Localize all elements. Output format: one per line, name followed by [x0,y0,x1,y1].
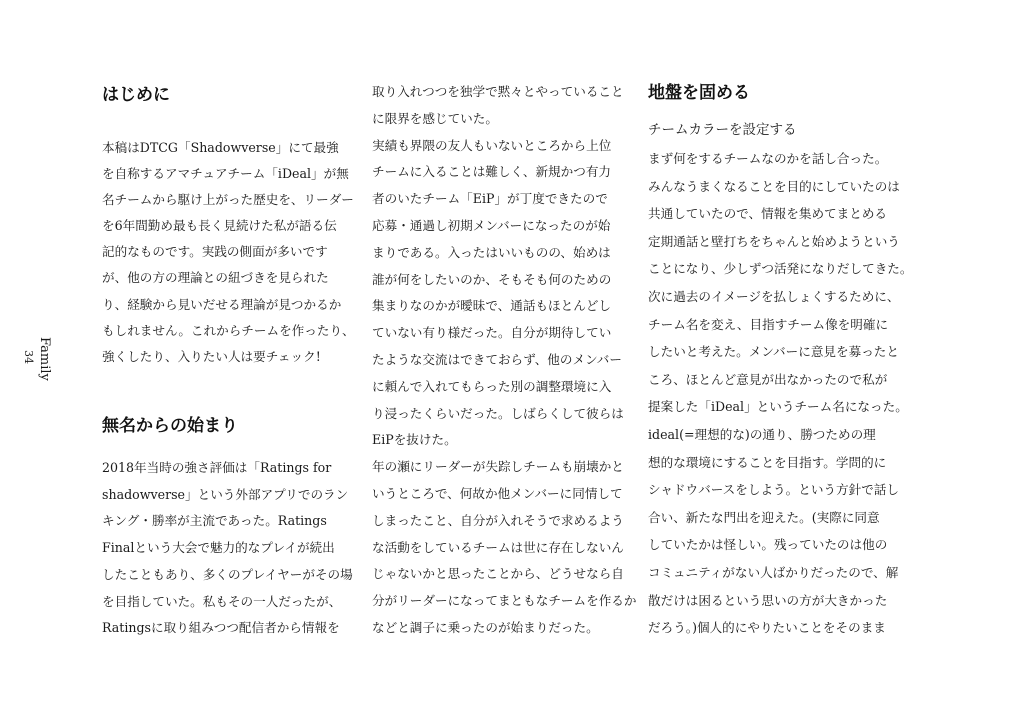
text-line: を目指していた。私もその一人だったが、 [102,593,342,609]
text-line: だろう。)個人的にやりたいことをそのまま [648,620,886,636]
section-heading-foundation: 地盤を固める [648,83,750,103]
running-title: Family [37,337,52,381]
text-line: 記的なものです。実践の側面が多いです [102,244,328,260]
text-line: チームに入ることは難しく、新規かつ有力 [372,164,612,180]
origin-paragraph-1 [102,455,353,642]
section-heading-origin: 無名からの始まり [102,416,238,436]
text-line: まりである。入ったはいいものの、始めは [372,244,611,260]
text-line: shadowverse」という外部アプリでのラン [102,486,349,502]
text-line: していたかは怪しい。残っていたのは他の [648,537,888,553]
text-line: じゃないかと思ったことから、どうせなら自 [372,566,624,582]
text-line: ことになり、少しずつ活発になりだしてきた。 [648,261,913,277]
text-line: キング・勝率が主流であった。Ratings [102,513,327,529]
section-heading-intro: はじめに [102,85,170,105]
text-line: コミュニティがない人ばかりだったので、解 [648,564,899,580]
text-line: 共通していたので、情報を集めてまとめる [648,206,888,222]
text-line: ころ、ほとんど意見が出なかったので私が [648,371,888,387]
text-line: 本稿はDTCG「Shadowverse」にて最強 [102,140,339,155]
text-line: シャドウバースをしよう。という方針で話し [648,482,899,498]
text-line: いうところで、何故か他メンバーに同情して [372,485,623,501]
text-line: 応募・通過し初期メンバーになったのが始 [372,217,611,233]
text-line: みんなうまくなることを目的にしていたのは [648,178,900,194]
text-line: 誰が何をしたいのか、そもそも何のための [372,271,612,287]
text-line: したこともあり、多くのプレイヤーがその場 [102,566,353,582]
text-line: Finalという大会で魅力的なプレイが続出 [102,540,335,556]
text-line: り浸ったくらいだった。しばらくして彼らは [372,405,624,421]
text-line: EiPを抜けた。 [372,432,457,448]
text-line: を自称するアマチュアチーム「iDeal」が無 [102,166,349,182]
page-number: 34 [22,350,35,364]
text-line: 次に過去のイメージを払しょくするために、 [648,288,900,304]
text-line: 散だけは困るという思いの方が大きかった [648,592,888,608]
text-line: 者のいたチーム「EiP」が丁度できたので [372,191,608,207]
text-line: 定期通話と壁打ちをちゃんと始めようという [648,233,900,249]
text-line: ideal(=理想的な)の通り、勝つための理 [648,426,876,442]
text-line: 想的な環境にすることを目指す。学問的に [648,454,887,470]
text-line: 2018年当時の強さ評価は「Ratings for [102,460,332,475]
text-line: まず何をするチームなのかを話し合った。 [648,151,888,166]
text-line: などと調子に乗ったのが始まりだった。 [372,619,599,635]
text-line: しまったこと、自分が入れそうで求めるよう [372,512,624,528]
text-line: Ratingsに取り組みつつ配信者から情報を [102,620,340,636]
text-line: 集まりなのかが曖昧で、通話もほとんどし [372,298,612,314]
text-line: 名チームから駆け上がった歴史を、リーダー [102,192,354,208]
text-line: したいと考えた。メンバーに意見を募ったと [648,344,899,360]
text-line: チーム名を変え、目指すチーム像を明確に [648,316,889,332]
text-line: 分がリーダーになってまともなチームを作るか [372,593,637,609]
intro-paragraph [102,135,355,370]
text-line: 合い、新たな門出を迎えた。(実際に同意 [648,509,880,525]
text-line: が、他の方の理論との紐づきを見られた [102,270,329,286]
origin-paragraph-2 [372,79,637,642]
text-line: たような交流はできておらず、他のメンバー [372,351,622,367]
text-line: を6年間勤め最も長く見続けた私が語る伝 [102,218,337,234]
subheading-team-color: チームカラーを設定する [648,122,797,138]
text-line: り、経験から見いだせる理論が見つかるか [102,296,342,312]
text-line: な活動をしているチームは世に存在しないん [372,539,624,555]
text-line: 提案した「iDeal」というチーム名になった。 [648,399,908,415]
text-line: もしれません。これからチームを作ったり、 [102,322,355,338]
text-line: ていない有り様だった。自分が期待してい [372,325,612,341]
text-line: に限界を感じていた。 [372,110,498,126]
text-line: 実績も界隈の友人もいないところから上位 [372,137,612,153]
text-line: 強くしたり、入りたい人は要チェック! [102,348,321,364]
text-line: に頼んで入れてもらった別の調整環境に入 [372,378,612,394]
foundation-paragraph [648,145,913,642]
text-line: 年の瀬にリーダーが失踪しチームも崩壊かと [372,459,624,475]
text-line: 取り入れつつを独学で黙々とやっていること [372,84,624,99]
